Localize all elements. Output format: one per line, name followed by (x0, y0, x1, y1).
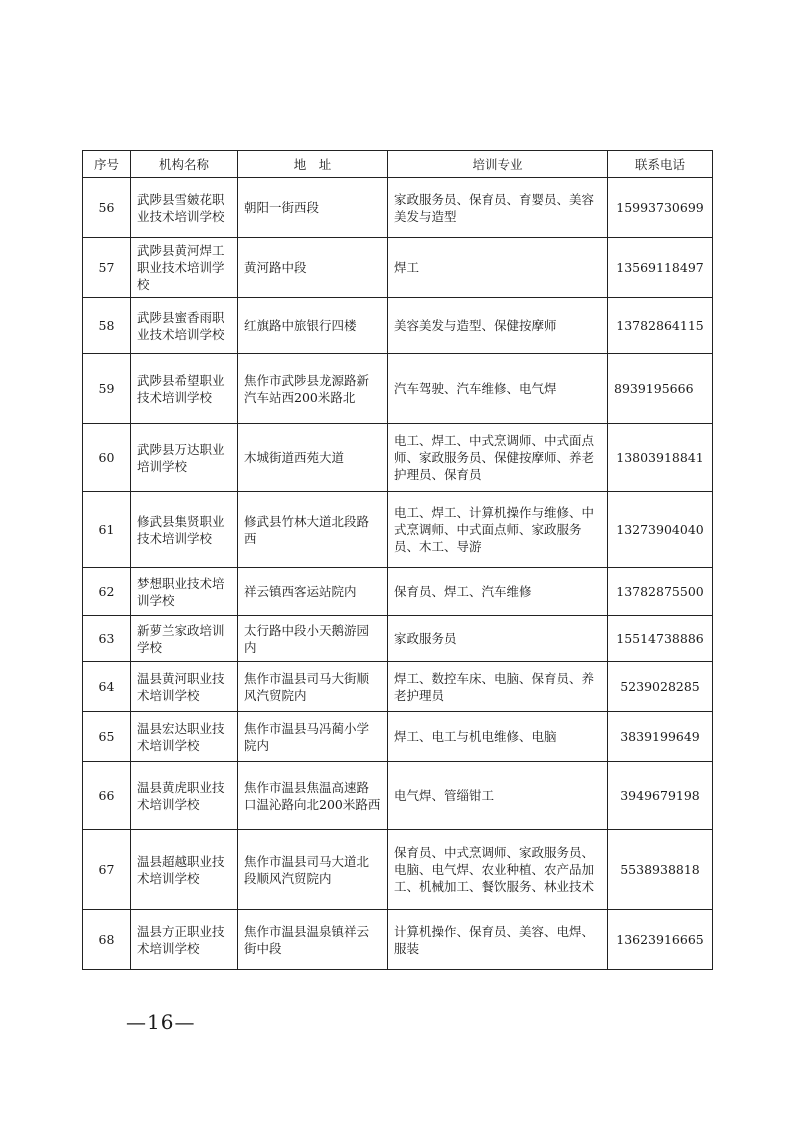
row-no: 65 (83, 712, 131, 762)
row-major: 焊工、电工与机电维修、电脑 (388, 712, 608, 762)
row-name: 武陟县雪皴花职业技术培训学校 (131, 178, 238, 238)
row-name: 武陟县万达职业培训学校 (131, 424, 238, 492)
table-row (83, 616, 713, 662)
table-row (83, 238, 713, 298)
table-row (83, 492, 713, 568)
table-row (83, 830, 713, 910)
row-major: 美容美发与造型、保健按摩师 (388, 298, 608, 354)
row-phone: 13782864115 (608, 298, 713, 354)
row-no: 63 (83, 616, 131, 662)
row-major: 家政服务员 (388, 616, 608, 662)
row-address: 焦作市温县温泉镇祥云街中段 (238, 910, 388, 970)
row-name: 武陟县蜜香雨职业技术培训学校 (131, 298, 238, 354)
row-address: 焦作市温县马冯蔺小学院内 (238, 712, 388, 762)
row-name: 温县方正职业技术培训学校 (131, 910, 238, 970)
header-phone: 联系电话 (608, 151, 713, 178)
row-address: 焦作市温县司马大道北段顺风汽贸院内 (238, 830, 388, 910)
row-phone: 5239028285 (608, 662, 713, 712)
row-phone: 13273904040 (608, 492, 713, 568)
row-address: 黄河路中段 (238, 238, 388, 298)
row-major: 电气焊、管缁钳工 (388, 762, 608, 830)
row-address: 红旗路中旅银行四楼 (238, 298, 388, 354)
row-address: 焦作市温县焦温高速路口温沁路向北200米路西 (238, 762, 388, 830)
row-name: 武陟县黄河焊工职业技术培训学校 (131, 238, 238, 298)
row-address: 焦作市武陟县龙源路新汽车站西200米路北 (238, 354, 388, 424)
row-no: 59 (83, 354, 131, 424)
row-address: 朝阳一街西段 (238, 178, 388, 238)
row-phone: 13782875500 (608, 568, 713, 616)
row-major: 保育员、中式烹调师、家政服务员、电脑、电气焊、农业种植、农产品加工、机械加工、餐饮服务、林业技术 (388, 830, 608, 910)
row-phone: 13803918841 (608, 424, 713, 492)
row-major: 保育员、焊工、汽车维修 (388, 568, 608, 616)
row-no: 60 (83, 424, 131, 492)
row-phone: 13569118497 (608, 238, 713, 298)
row-address: 祥云镇西客运站院内 (238, 568, 388, 616)
table-row (83, 424, 713, 492)
row-no: 57 (83, 238, 131, 298)
row-address: 焦作市温县司马大街顺风汽贸院内 (238, 662, 388, 712)
header-name: 机构名称 (131, 151, 238, 178)
table-row (83, 298, 713, 354)
row-major: 汽车驾驶、汽车维修、电气焊 (388, 354, 608, 424)
row-name: 温县黄河职业技术培训学校 (131, 662, 238, 712)
row-name: 温县黄虎职业技术培训学校 (131, 762, 238, 830)
row-no: 68 (83, 910, 131, 970)
header-no: 序号 (83, 151, 131, 178)
table-row (83, 662, 713, 712)
row-no: 67 (83, 830, 131, 910)
row-major: 家政服务员、保育员、育婴员、美容美发与造型 (388, 178, 608, 238)
page-number: —16— (126, 1010, 196, 1034)
header-address: 地 址 (238, 151, 388, 178)
row-address: 修武县竹林大道北段路西 (238, 492, 388, 568)
row-no: 61 (83, 492, 131, 568)
row-no: 56 (83, 178, 131, 238)
row-major: 计算机操作、保育员、美容、电焊、服装 (388, 910, 608, 970)
row-no: 62 (83, 568, 131, 616)
row-no: 66 (83, 762, 131, 830)
row-major: 焊工、数控车床、电脑、保育员、养老护理员 (388, 662, 608, 712)
row-phone: 8939195666 (608, 354, 713, 424)
row-major: 电工、焊工、中式烹调师、中式面点师、家政服务员、保健按摩师、养老护理员、保育员 (388, 424, 608, 492)
table-row (83, 178, 713, 238)
row-phone: 5538938818 (608, 830, 713, 910)
row-name: 武陟县希望职业技术培训学校 (131, 354, 238, 424)
table-row (83, 762, 713, 830)
table-row (83, 568, 713, 616)
row-major: 焊工 (388, 238, 608, 298)
row-name: 新萝兰家政培训学校 (131, 616, 238, 662)
training-institution-table (82, 150, 713, 970)
row-address: 木城街道西苑大道 (238, 424, 388, 492)
row-phone: 3839199649 (608, 712, 713, 762)
table-header-row (83, 151, 713, 178)
row-address: 太行路中段小天鹅游园内 (238, 616, 388, 662)
table-row (83, 712, 713, 762)
row-phone: 15514738886 (608, 616, 713, 662)
row-name: 梦想职业技术培训学校 (131, 568, 238, 616)
row-phone: 13623916665 (608, 910, 713, 970)
row-no: 58 (83, 298, 131, 354)
row-phone: 3949679198 (608, 762, 713, 830)
row-name: 温县宏达职业技术培训学校 (131, 712, 238, 762)
table-row (83, 910, 713, 970)
row-phone: 15993730699 (608, 178, 713, 238)
header-major: 培训专业 (388, 151, 608, 178)
row-no: 64 (83, 662, 131, 712)
row-name: 温县超越职业技术培训学校 (131, 830, 238, 910)
table-row (83, 354, 713, 424)
row-major: 电工、焊工、计算机操作与维修、中式烹调师、中式面点师、家政服务员、木工、导游 (388, 492, 608, 568)
row-name: 修武县集贤职业技术培训学校 (131, 492, 238, 568)
